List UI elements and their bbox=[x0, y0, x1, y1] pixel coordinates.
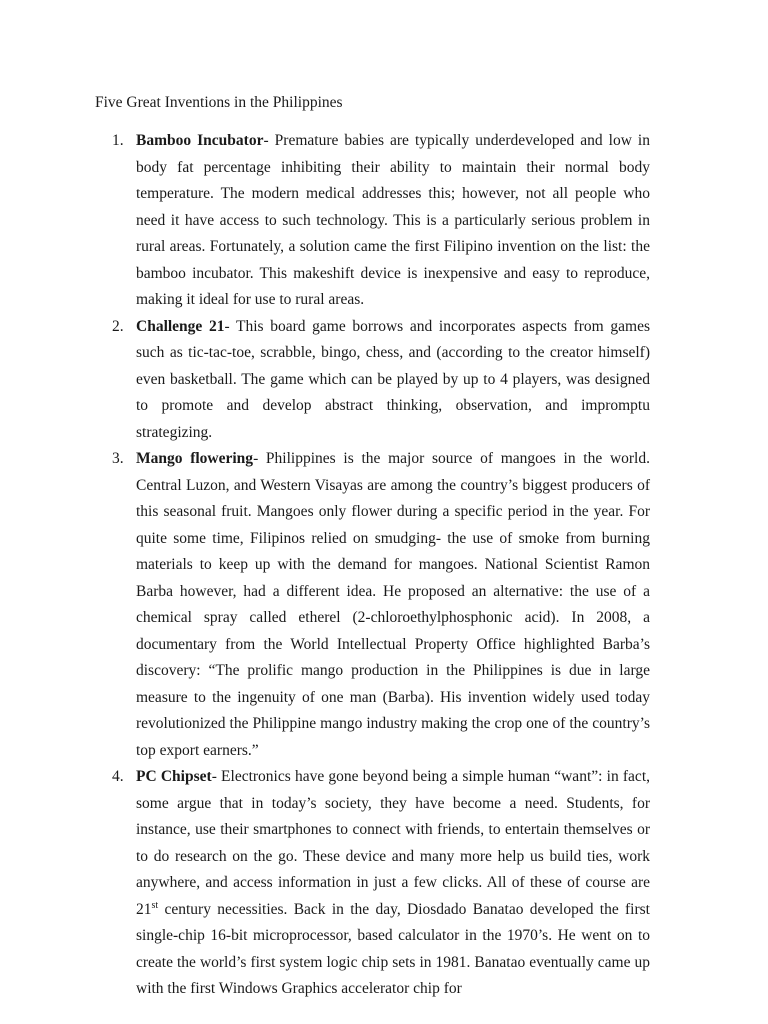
list-number: 4. bbox=[112, 768, 124, 785]
list-number: 2. bbox=[112, 317, 124, 335]
invention-description: - This board game borrows and incorporates aspects from games such as tic-tac-toe, scrabble, bingo, chess, and (according to the creator himself) even basketball. The game which can be played by up to 4 players, was designed to promote and develop abstract thinking, observation, and impromptu strategizing. bbox=[136, 317, 650, 441]
list-item-pc-chipset bbox=[112, 764, 650, 1003]
list-item-bamboo-incubator bbox=[112, 128, 650, 314]
invention-description-part-1: - Electronics have gone beyond being a simple human “want”: in fact, some argue that in today’s society, they have become a need. Students, for instance, use their smartphones to connect with friends, to entertain themselves or to do research on the go. These device and many more help us build ties, work anywhere, and access information in just a few clicks. All of these of course are 21 bbox=[136, 768, 650, 918]
list-number: 3. bbox=[112, 450, 124, 467]
ordinal-superscript: st bbox=[151, 899, 159, 911]
inventions-list bbox=[112, 128, 650, 1003]
list-item-challenge-21 bbox=[112, 314, 650, 447]
invention-description: - Premature babies are typically underdeveloped and low in body fat percentage inhibiting their ability to maintain their normal body temperature. The modern medical addresses this; however, not all people who need it have access to such technology. This is a particularly serious problem in rural areas. Fortunately, a solution came the first Filipino invention on the list: the bamboo incubator. This makeshift device is inexpensive and easy to reproduce, making it ideal for use to rural areas. bbox=[136, 132, 650, 308]
invention-description: - Philippines is the major source of mangoes in the world. Central Luzon, and Western Visayas are among the country’s biggest producers of this seasonal fruit. Mangoes only flower during a specific period in the year. For quite some time, Filipinos relied on smudging- the use of smoke from burning materials to keep up with the demand for mangoes. National Scientist Ramon Barba however, had a different idea. He proposed an alternative: the use of a chemical spray called etherel (2-chloroethylphosphonic acid). In 2008, a documentary from the World Intellectual Property Office highlighted Barba’s discovery: “The prolific mango production in the Philippines is due in large measure to the ingenuity of one man (Barba). His invention widely used today revolutionized the Philippine mango industry making the crop one of the country’s top export earners.” bbox=[136, 450, 650, 759]
invention-description-part-2: century necessities. Back in the day, Diosdado Banatao developed the first single-chip 16-bit microprocessor, based calculator in the 1970’s. He went on to create the world’s first system logic chip sets in 1981. Banatao eventually came up with the first Windows Graphics accelerator chip for bbox=[136, 900, 650, 997]
list-item-mango-flowering bbox=[112, 446, 650, 764]
document-title: Five Great Inventions in the Philippines bbox=[95, 94, 343, 111]
invention-name: PC Chipset bbox=[136, 768, 212, 785]
invention-name: Bamboo Incubator bbox=[136, 132, 264, 149]
invention-name: Challenge 21 bbox=[136, 317, 225, 335]
list-number: 1. bbox=[112, 132, 124, 149]
invention-name: Mango flowering bbox=[136, 450, 254, 467]
